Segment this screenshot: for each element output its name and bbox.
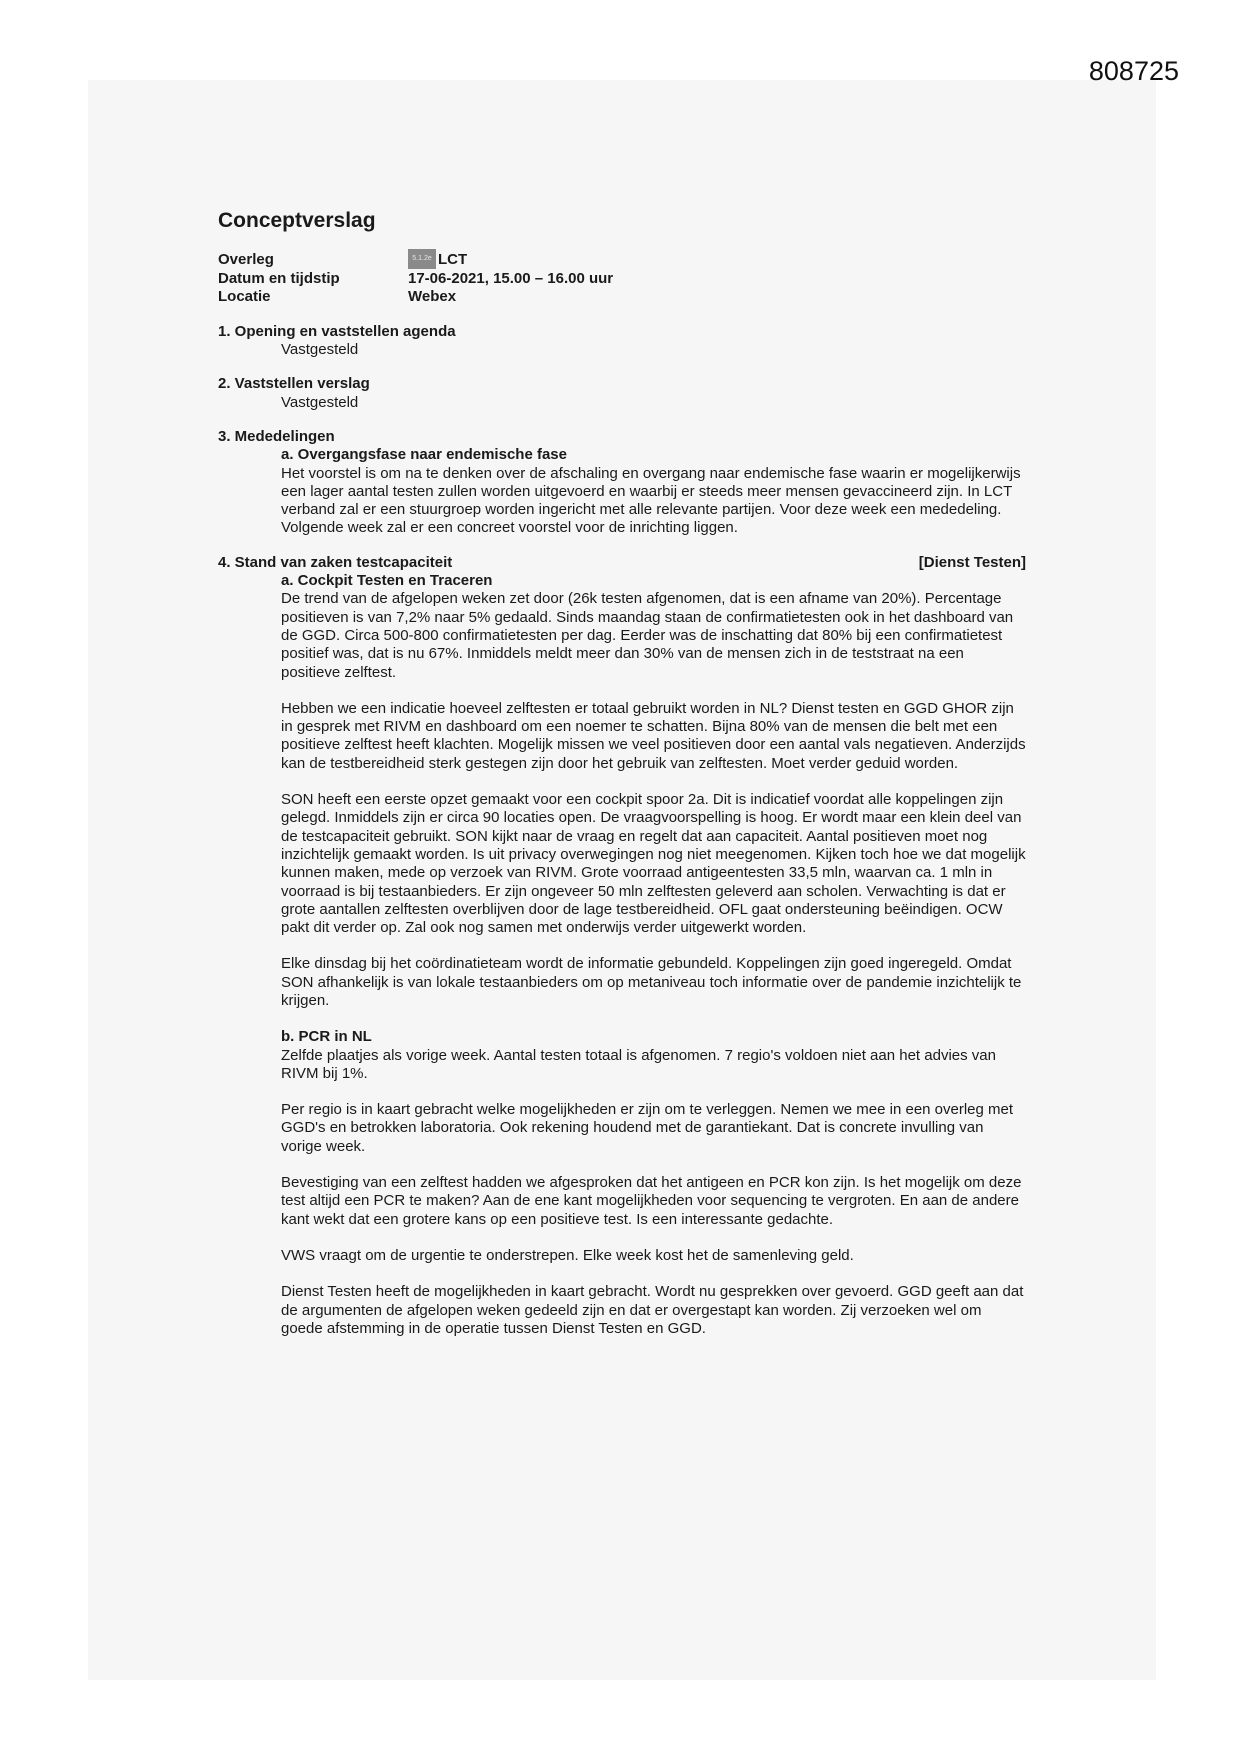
meta-value-text: LCT xyxy=(438,251,468,269)
section-heading-text: 4. Stand van zaken testcapaciteit xyxy=(218,553,453,571)
section-owner-tag: [Dienst Testen] xyxy=(918,553,1026,571)
section-heading: 2. Vaststellen verslag xyxy=(218,375,370,393)
paragraph: Per regio is in kaart gebracht welke mogelijkheden er zijn om te verleggen. Nemen we mee in een overleg met GGD's en betrokken laboratoria. Ook rekening houdend met de garantiekant. Dat is concrete invulling van vorige week. xyxy=(281,1101,1014,1155)
document-content xyxy=(218,209,1026,1338)
meta-row-overleg xyxy=(218,251,1026,270)
subsection-b xyxy=(281,1028,1026,1338)
section-3 xyxy=(218,428,1026,538)
subsection-heading: a. Cockpit Testen en Traceren xyxy=(281,572,493,590)
document-number: 808725 xyxy=(1088,56,1179,86)
section-text: Vastgesteld xyxy=(281,393,359,411)
document-title: Conceptverslag xyxy=(218,209,376,232)
section-1 xyxy=(218,323,1026,360)
section-heading: 3. Mededelingen xyxy=(218,427,335,445)
paragraph: VWS vraagt om de urgentie te onderstrepen. Elke week kost het de samenleving geld. xyxy=(281,1246,854,1264)
section-text: Vastgesteld xyxy=(281,341,359,359)
meta-value: Webex xyxy=(408,288,457,306)
subsection-heading: b. PCR in NL xyxy=(281,1028,372,1046)
section-heading: 1. Opening en vaststellen agenda xyxy=(218,322,456,340)
paragraph: Dienst Testen heeft de mogelijkheden in kaart gebracht. Wordt nu gesprekken over gevoerd. GGD geeft aan dat de argumenten de afgelopen weken gedeeld zijn en dat er overgestapt kan worden. Zij verzoeken wel om goede afstemming in de operatie tussen Dienst Testen en GGD. xyxy=(281,1283,1024,1337)
meta-label: Locatie xyxy=(218,288,271,306)
paragraph: Het voorstel is om na te denken over de afschaling en overgang naar endemische fase waarin er mogelijkerwijs een lager aantal testen zullen worden uitgevoerd en waarbij er steeds meer mensen gevaccineerd zijn. In LCT verband zal er een stuurgroep worden ingericht met alle relevante partijen. Voor deze week een mededeling. Volgende week zal er een concreet voorstel voor de inrichting liggen. xyxy=(281,464,1021,537)
paragraph: SON heeft een eerste opzet gemaakt voor een cockpit spoor 2a. Dit is indicatief voordat alle koppelingen zijn gelegd. Inmiddels zijn er circa 90 locaties open. De vraagvoorspelling is hoog. Er wordt maar een klein deel van de testcapaciteit gebruikt. SON kijkt naar de vraag en regelt dat aan capaciteit. Aantal positieven moet nog inzichtelijk gemaakt worden. Is uit privacy overwegingen nog niet meegenomen. Kijken toch hoe we dat mogelijk kunnen maken, mede op verzoek van RIVM. Grote voorraad antigeentesten 33,5 mln, waarvan ca. 1 mln in voorraad is bij testaanbieders. Er zijn ongeveer 50 mln zelftesten geleverd aan scholen. Verwachting is dat er grote aantallen zelftesten overblijven door de lage testbereidheid. OFL gaat ondersteuning beëindigen. OCW pakt dit verder op. Zal ook nog samen met onderwijs verder uitgewerkt worden. xyxy=(281,791,1026,937)
paragraph: Hebben we een indicatie hoeveel zelftesten er totaal gebruikt worden in NL? Dienst testen en GGD GHOR zijn in gesprek met RIVM en dashboard om een noemer te schatten. Bijna 80% van de mensen die belt met een positieve zelftest heeft klachten. Mogelijk missen we veel positieven door een aantal vals negatieven. Anderzijds kan de testbereidheid sterk gestegen zijn door het gebruik van zelftesten. Moet verder geduid worden. xyxy=(281,699,1026,772)
subsection xyxy=(281,446,1026,537)
section-heading xyxy=(218,554,1026,572)
meta-row-datum xyxy=(218,270,1026,289)
subsection-a xyxy=(281,572,1026,1010)
meta-value xyxy=(408,251,467,270)
paragraph: Elke dinsdag bij het coördinatieteam wordt de informatie gebundeld. Koppelingen zijn goed ingeregeld. Omdat SON afhankelijk is van lokale testaanbieders om op metaniveau toch informatie over de pandemie inzichtelijk te krijgen. xyxy=(281,955,1022,1009)
meta-value: 17-06-2021, 15.00 – 16.00 uur xyxy=(408,269,614,287)
meta-label: Datum en tijdstip xyxy=(218,269,340,287)
paragraph: Zelfde plaatjes als vorige week. Aantal testen totaal is afgenomen. 7 regio's voldoen niet aan het advies van RIVM bij 1%. xyxy=(281,1046,996,1082)
meta-block xyxy=(218,251,1026,307)
paragraph: Bevestiging van een zelftest hadden we afgesproken dat het antigeen en PCR kon zijn. Is het mogelijk om deze test altijd een PCR te maken? Aan de ene kant mogelijkheden voor sequencing te vergroten. En aan de andere kant wekt dat een grotere kans op een positieve test. Is een interessante gedachte. xyxy=(281,1174,1022,1228)
subsection-heading: a. Overgangsfase naar endemische fase xyxy=(281,446,567,464)
meta-label: Overleg xyxy=(218,251,274,269)
redaction-box: 5.1.2e xyxy=(408,249,436,269)
section-4 xyxy=(218,554,1026,1338)
meta-row-locatie xyxy=(218,288,1026,307)
section-2 xyxy=(218,375,1026,412)
paragraph: De trend van de afgelopen weken zet door (26k testen afgenomen, dat is een afname van 20%). Percentage positieven is van 7,2% naar 5% gedaald. Sinds maandag staan de confirmatietesten ook in het dashboard van de GGD. Circa 500-800 confirmatietesten per dag. Eerder was de inschatting dat 80% bij een confirmatietest positief was, dat is nu 67%. Inmiddels meldt meer dan 30% van de mensen zich in de teststraat na een positieve zelftest. xyxy=(281,590,1014,681)
